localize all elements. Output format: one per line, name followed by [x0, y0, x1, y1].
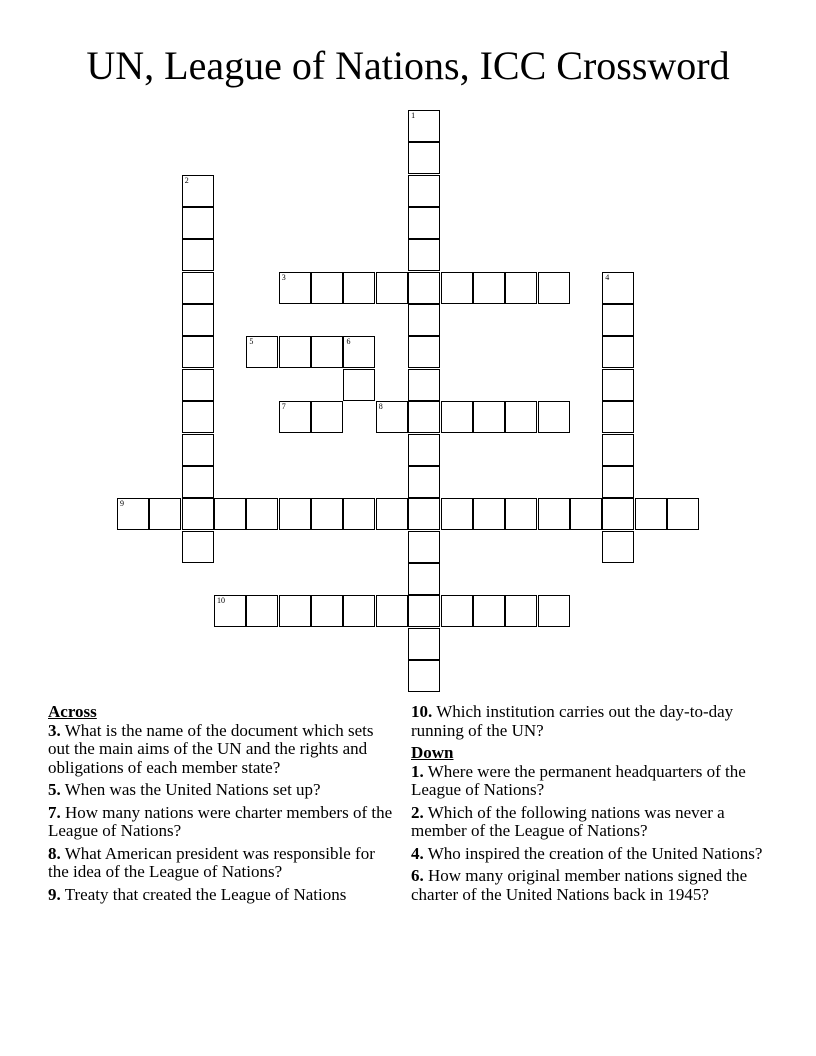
grid-cell[interactable]: [279, 272, 311, 304]
cell-number: 8: [378, 402, 383, 412]
grid-cell[interactable]: [441, 272, 473, 304]
grid-cell[interactable]: [408, 142, 440, 174]
grid-cell[interactable]: [408, 595, 440, 627]
grid-cell[interactable]: [538, 401, 570, 433]
cell-number: 7: [281, 402, 286, 412]
grid-cell[interactable]: [117, 498, 149, 530]
cell-number: 9: [120, 499, 124, 509]
grid-cell[interactable]: [343, 369, 375, 401]
grid-cell[interactable]: [602, 466, 634, 498]
page-title: UN, League of Nations, ICC Crossword: [86, 43, 730, 88]
grid-cell[interactable]: [602, 336, 634, 368]
grid-cell[interactable]: [570, 498, 602, 530]
clue-down-2: 2. Which of the following nations was never a member of the League of Nations?: [411, 802, 725, 840]
clue-down-6: 6. How many original member nations signed the charter of the United Nations back in 1945?: [411, 866, 748, 904]
grid-cell[interactable]: [182, 466, 214, 498]
grid-cell[interactable]: [182, 498, 214, 530]
grid-cell[interactable]: [667, 498, 699, 530]
down-heading: Down: [411, 743, 454, 762]
grid-cell[interactable]: [602, 531, 634, 563]
grid-cell[interactable]: [311, 498, 343, 530]
grid-cell[interactable]: [376, 498, 408, 530]
clue-across-3: 3. What is the name of the document which sets out the main aims of the UN and the rights and obligations of each member state?: [48, 720, 374, 777]
grid-cell[interactable]: [246, 595, 278, 627]
grid-cell[interactable]: [408, 498, 440, 530]
grid-cell[interactable]: [602, 272, 634, 304]
grid-cell[interactable]: [311, 336, 343, 368]
grid-cell[interactable]: [602, 304, 634, 336]
grid-cell[interactable]: [408, 401, 440, 433]
grid-cell[interactable]: [473, 595, 505, 627]
grid-cell[interactable]: [149, 498, 181, 530]
grid-cell[interactable]: [408, 207, 440, 239]
cell-number: 10: [217, 596, 226, 606]
clue-across-5: 5. When was the United Nations set up?: [48, 780, 321, 799]
grid-cell[interactable]: [602, 369, 634, 401]
clue-across-7: 7. How many nations were charter members of the League of Nations?: [48, 802, 393, 840]
grid-cell[interactable]: [441, 498, 473, 530]
grid-cell[interactable]: [441, 595, 473, 627]
grid-cell[interactable]: [182, 336, 214, 368]
grid-cell[interactable]: [279, 595, 311, 627]
grid-cell[interactable]: [246, 336, 278, 368]
grid-cell[interactable]: [408, 369, 440, 401]
grid-cell[interactable]: [408, 304, 440, 336]
cell-number: 6: [346, 337, 351, 347]
grid-cell[interactable]: [505, 272, 537, 304]
grid-cell[interactable]: [538, 595, 570, 627]
grid-cell[interactable]: [182, 401, 214, 433]
grid-cell[interactable]: [408, 660, 440, 692]
grid-cell[interactable]: [538, 498, 570, 530]
grid-cell[interactable]: [182, 434, 214, 466]
grid-cell[interactable]: [214, 498, 246, 530]
grid-cell[interactable]: [408, 239, 440, 271]
grid-cell[interactable]: [376, 401, 408, 433]
grid-cell[interactable]: [602, 498, 634, 530]
cell-number: 1: [411, 111, 416, 120]
grid-cell[interactable]: [376, 272, 408, 304]
grid-cell[interactable]: [408, 466, 440, 498]
grid-cell[interactable]: [408, 272, 440, 304]
grid-cell[interactable]: [538, 272, 570, 304]
grid-cell[interactable]: [343, 336, 375, 368]
grid-cell[interactable]: [635, 498, 667, 530]
grid-cell[interactable]: [408, 531, 440, 563]
grid-cell[interactable]: [279, 498, 311, 530]
grid-cell[interactable]: [408, 434, 440, 466]
clues-left-column: [48, 703, 398, 908]
clue-down-4: 4. Who inspired the creation of the United Nations?: [411, 843, 763, 863]
grid-cell[interactable]: [473, 498, 505, 530]
grid-cell[interactable]: [473, 401, 505, 433]
clue-down-1: 1. Where were the permanent headquarters of the League of Nations?: [411, 761, 746, 799]
cell-number: 2: [184, 175, 189, 185]
grid-cell[interactable]: [408, 336, 440, 368]
grid-cell[interactable]: [408, 563, 440, 595]
grid-cell[interactable]: [279, 336, 311, 368]
grid-cell[interactable]: [182, 239, 214, 271]
grid-cell[interactable]: [311, 272, 343, 304]
cell-number: 3: [281, 272, 286, 282]
clue-across-10: 10. Which institution carries out the day-to-day running of the UN?: [411, 702, 734, 740]
grid-cell[interactable]: [505, 401, 537, 433]
grid-cell[interactable]: [505, 595, 537, 627]
cell-number: 4: [605, 272, 610, 282]
across-heading: Across: [48, 702, 97, 721]
grid-cell[interactable]: [182, 175, 214, 207]
grid-cell[interactable]: [246, 498, 278, 530]
clue-across-8: 8. What American president was responsible for the idea of the League of Nations?: [48, 843, 375, 881]
cell-number: 5: [249, 337, 254, 347]
grid-cell[interactable]: [408, 175, 440, 207]
grid-cell[interactable]: [182, 304, 214, 336]
grid-cell[interactable]: [376, 595, 408, 627]
grid-cell[interactable]: [408, 628, 440, 660]
grid-cell[interactable]: [182, 207, 214, 239]
grid-cell[interactable]: [602, 434, 634, 466]
grid-cell[interactable]: [473, 272, 505, 304]
grid-cell[interactable]: [311, 595, 343, 627]
clues-right-column: [411, 703, 781, 908]
clue-across-9: 9. Treaty that created the League of Nations: [48, 884, 347, 904]
grid-cell[interactable]: [602, 401, 634, 433]
grid-cell[interactable]: [279, 401, 311, 433]
grid-cell[interactable]: [182, 369, 214, 401]
grid-cell[interactable]: [311, 401, 343, 433]
grid-cell[interactable]: [441, 401, 473, 433]
grid-cell[interactable]: [343, 498, 375, 530]
grid-cell[interactable]: [214, 595, 246, 627]
grid-cell[interactable]: [408, 110, 440, 142]
grid-cell[interactable]: [182, 272, 214, 304]
grid-cell[interactable]: [343, 595, 375, 627]
grid-cell[interactable]: [343, 272, 375, 304]
grid-cell[interactable]: [182, 531, 214, 563]
grid-cell[interactable]: [505, 498, 537, 530]
